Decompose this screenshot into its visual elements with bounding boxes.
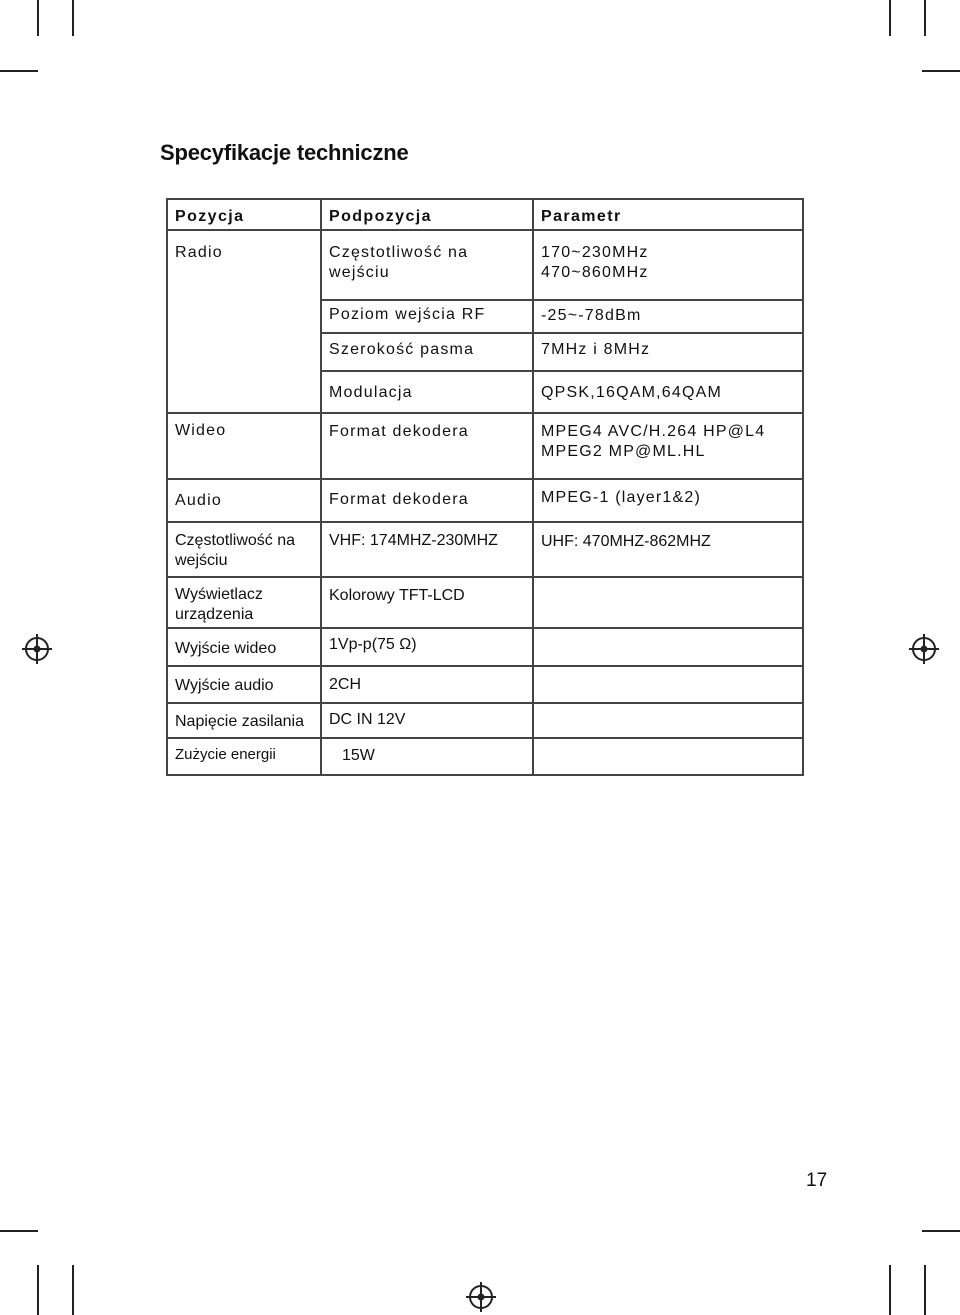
cell-podpozycja: VHF: 174MHZ-230MHZ [321,522,533,577]
cell-parametr: -25~-78dBm [533,300,803,333]
registration-crosshair-icon [909,634,939,664]
crop-mark-icon [922,70,960,72]
header-podpozycja: Podpozycja [321,199,533,230]
cell-parametr: UHF: 470MHZ-862MHZ [533,522,803,577]
crop-mark-icon [72,1265,74,1315]
table-header-row [167,199,803,230]
crop-mark-icon [889,1265,891,1315]
crop-mark-icon [0,70,38,72]
cell-parametr [533,703,803,738]
table-row [167,577,803,628]
cell-pozycja: Wyjście audio [167,666,321,703]
cell-pozycja: Radio [167,230,321,300]
cell-parametr [533,413,803,479]
crop-mark-icon [924,1265,926,1315]
cell-podpozycja: Kolorowy TFT-LCD [321,577,533,628]
crop-mark-icon [922,1230,960,1232]
cell-podpozycja: Poziom wejścia RF [321,300,533,333]
cell-parametr [533,738,803,775]
table-row [167,628,803,666]
cell-podpozycja: Format dekodera [321,479,533,522]
cell-podpozycja: Format dekodera [321,413,533,479]
cell-pozycja [167,300,321,333]
cell-pozycja [167,371,321,413]
cell-pozycja: Wideo [167,413,321,479]
registration-crosshair-icon [466,1282,496,1312]
spec-table [166,198,804,776]
cell-parametr [533,577,803,628]
cell-podpozycja: 2CH [321,666,533,703]
table-row [167,666,803,703]
parametr-line: 470~860MHz [541,264,649,281]
table-row [167,479,803,522]
cell-pozycja [167,333,321,371]
cell-pozycja: Napięcie zasilania [167,703,321,738]
cell-parametr [533,666,803,703]
crop-mark-icon [37,0,39,36]
table-row [167,738,803,775]
cell-podpozycja: 1Vp-p(75 Ω) [321,628,533,666]
cell-pozycja: Wyświetlacz urządzenia [167,577,321,628]
cell-parametr [533,230,803,300]
table-row [167,703,803,738]
page-title: Specyfikacje techniczne [160,140,409,165]
crop-mark-icon [924,0,926,36]
cell-podpozycja: Częstotliwość na wejściu [321,230,533,300]
table-row [167,333,803,371]
table-row [167,300,803,333]
page-number: 17 [806,1170,828,1191]
cell-pozycja: Wyjście wideo [167,628,321,666]
table-row [167,230,803,300]
parametr-line: MPEG2 MP@ML.HL [541,443,706,460]
header-pozycja: Pozycja [167,199,321,230]
parametr-line: 170~230MHz [541,244,649,261]
cell-podpozycja: DC IN 12V [321,703,533,738]
cell-pozycja: Częstotliwość na wejściu [167,522,321,577]
cell-parametr: MPEG-1 (layer1&2) [533,479,803,522]
crop-mark-icon [0,1230,38,1232]
cell-parametr [533,628,803,666]
parametr-line: MPEG4 AVC/H.264 HP@L4 [541,423,766,440]
header-parametr: Parametr [533,199,803,230]
cell-pozycja: Audio [167,479,321,522]
crop-mark-icon [37,1265,39,1315]
registration-crosshair-icon [22,634,52,664]
table-row [167,413,803,479]
crop-mark-icon [889,0,891,36]
table-row [167,371,803,413]
cell-podpozycja: 15W [321,738,533,775]
cell-parametr: QPSK,16QAM,64QAM [533,371,803,413]
cell-podpozycja: Modulacja [321,371,533,413]
cell-podpozycja: Szerokość pasma [321,333,533,371]
cell-parametr: 7MHz i 8MHz [533,333,803,371]
cell-pozycja: Zużycie energii [167,738,321,775]
crop-mark-icon [72,0,74,36]
table-row [167,522,803,577]
